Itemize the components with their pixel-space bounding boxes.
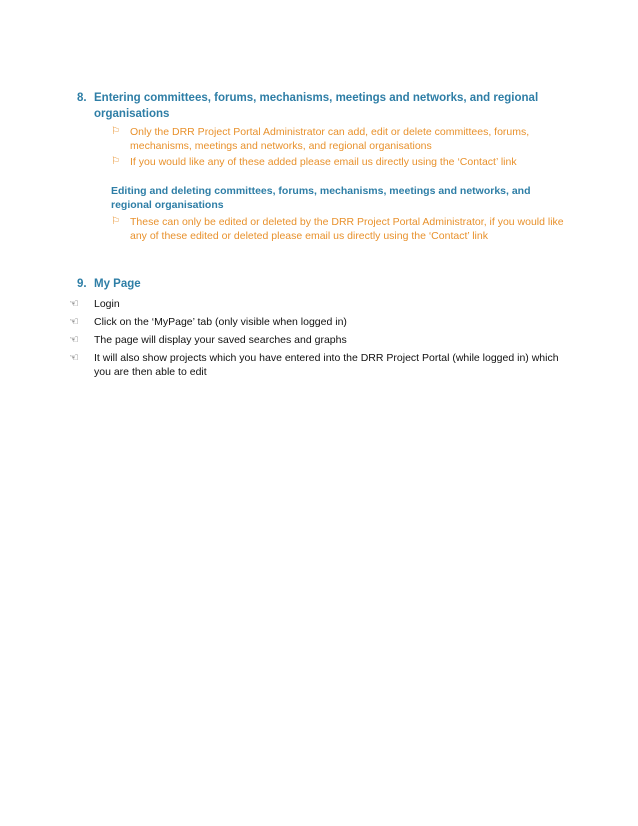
section-heading xyxy=(77,90,577,122)
pointing-hand-icon: ☜ xyxy=(69,352,79,364)
list-item-text: Only the DRR Project Portal Administrator can add, edit or delete committees, forums, mechanisms, meetings and networks, and regional organisations xyxy=(130,126,530,152)
section-entering-committees xyxy=(77,90,577,245)
flag-icon: ⚐ xyxy=(111,126,120,137)
section-number: 8. xyxy=(77,92,87,104)
list-item-text: Login xyxy=(94,298,120,310)
list-item xyxy=(69,351,577,379)
flag-icon: ⚐ xyxy=(111,156,120,167)
section-title: My Page xyxy=(94,278,141,290)
list-item-text: Click on the ‘MyPage’ tab (only visible when logged in) xyxy=(94,316,347,328)
pointing-hand-icon: ☜ xyxy=(69,316,79,328)
section-title: Entering committees, forums, mechanisms, meetings and networks, and regional organisations xyxy=(94,92,539,120)
list-item xyxy=(111,125,577,153)
pointing-hand-icon: ☜ xyxy=(69,334,79,346)
list-item xyxy=(111,215,577,243)
subsection-heading: Editing and deleting committees, forums, mechanisms, meetings and networks, and regional organisations xyxy=(111,185,531,211)
my-page-steps xyxy=(69,297,577,379)
list-item xyxy=(69,315,577,329)
section-heading xyxy=(77,276,577,292)
list-item xyxy=(69,333,577,347)
list-item xyxy=(69,297,577,311)
flag-icon: ⚐ xyxy=(111,216,120,227)
list-item-text: These can only be edited or deleted by the DRR Project Portal Administrator, if you would like any of these edited or deleted please email us directly using the ‘Contact’ link xyxy=(130,216,564,242)
list-item-text: It will also show projects which you have entered into the DRR Project Portal (while logged in) which you are then able to edit xyxy=(94,352,559,378)
pointing-hand-icon: ☜ xyxy=(69,298,79,310)
section-number: 9. xyxy=(77,278,87,290)
edit-note-list xyxy=(111,215,577,243)
section-my-page xyxy=(69,276,577,383)
list-item-text: If you would like any of these added please email us directly using the ‘Contact’ link xyxy=(130,156,517,168)
admin-note-list xyxy=(111,125,577,169)
list-item xyxy=(111,155,577,169)
list-item-text: The page will display your saved searches and graphs xyxy=(94,334,347,346)
